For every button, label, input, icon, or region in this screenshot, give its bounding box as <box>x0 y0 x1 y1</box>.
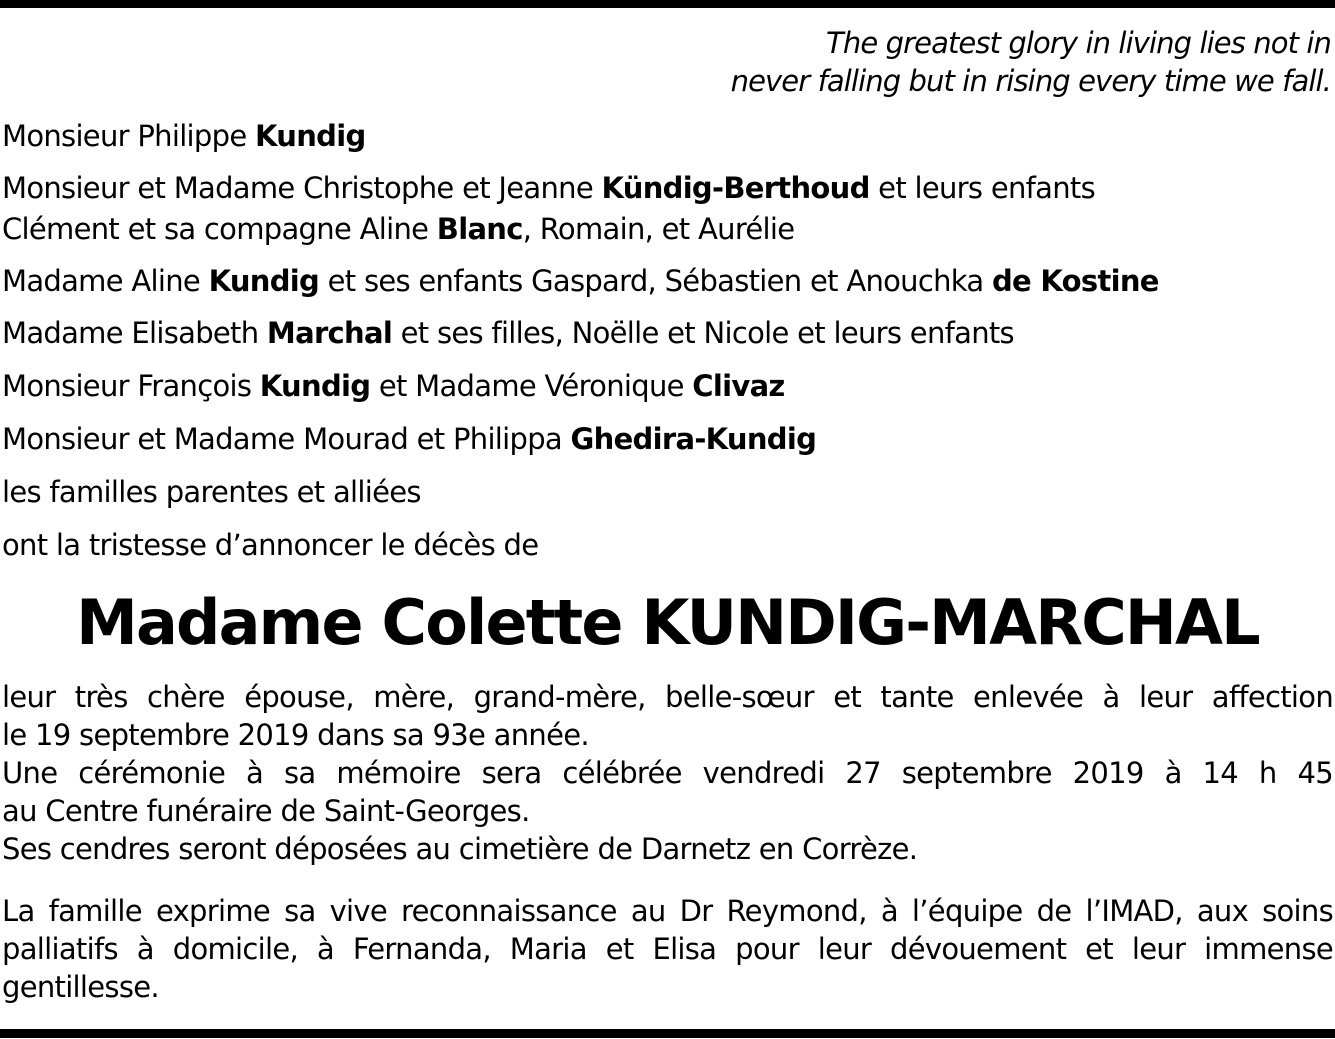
family-line-5 <box>2 314 1014 352</box>
details-line-5: Ses cendres seront déposées au cimetière de Darnetz en Corrèze. <box>2 832 918 866</box>
family-line-5-suffix: et ses filles, Noëlle et Nicole et leurs enfants <box>392 316 1014 350</box>
family-line-1-surname: Kundig <box>255 119 366 153</box>
thanks-line-3: gentillesse. <box>2 970 159 1004</box>
family-line-6-surname: Kundig <box>259 369 371 403</box>
top-border-rule <box>0 0 1335 8</box>
family-line-3 <box>2 210 794 248</box>
family-line-6-middle: et Madame Véronique <box>370 369 693 403</box>
family-line-8: les familles parentes et alliées <box>2 475 421 509</box>
thanks-paragraph <box>2 892 1333 1006</box>
family-line-4-text: Madame Aline <box>2 264 209 298</box>
deceased-name-headline: Madame Colette KUNDIG-MARCHAL <box>76 586 1259 659</box>
family-line-3-surname: Blanc <box>436 212 523 246</box>
epigraph-quote <box>731 24 1331 100</box>
family-line-7-surname: Ghedira-Kundig <box>570 422 817 456</box>
details-line-3: Une cérémonie à sa mémoire sera célébrée vendredi 27 septembre 2019 à 14 h 45 <box>2 756 1333 790</box>
quote-line-1: The greatest glory in living lies not in <box>826 26 1331 60</box>
details-line-2: le 19 septembre 2019 dans sa 93e année. <box>2 718 589 752</box>
bottom-border-rule <box>0 1029 1335 1038</box>
family-line-4-middle: et ses enfants Gaspard, Sébastien et Anouchka <box>319 264 992 298</box>
family-line-2 <box>2 169 1095 207</box>
details-paragraph <box>2 678 1333 868</box>
family-line-5-surname: Marchal <box>266 316 393 350</box>
family-line-6 <box>2 367 785 405</box>
quote-line-2: never falling but in rising every time we fall. <box>730 64 1331 98</box>
family-line-2-text: Monsieur et Madame Christophe et Jeanne <box>2 171 602 205</box>
family-line-3-suffix: , Romain, et Aurélie <box>522 212 795 246</box>
family-line-2-suffix: et leurs enfants <box>869 171 1095 205</box>
family-line-3-text: Clément et sa compagne Aline <box>2 212 437 246</box>
thanks-line-1: La famille exprime sa vive reconnaissance au Dr Reymond, à l’équipe de l’IMAD, aux soins <box>2 894 1333 928</box>
family-line-4-surname: Kundig <box>208 264 320 298</box>
family-line-1-text: Monsieur Philippe <box>2 119 255 153</box>
details-line-1: leur très chère épouse, mère, grand-mère, belle-sœur et tante enlevée à leur affection <box>2 680 1333 714</box>
announcement-line: ont la tristesse d’annoncer le décès de <box>2 528 539 562</box>
family-line-7 <box>2 420 816 458</box>
family-line-7-text: Monsieur et Madame Mourad et Philippa <box>2 422 571 456</box>
family-line-5-text: Madame Elisabeth <box>2 316 267 350</box>
family-line-6-text: Monsieur François <box>2 369 260 403</box>
family-line-6-surname-2: Clivaz <box>692 369 785 403</box>
thanks-line-2: palliatifs à domicile, à Fernanda, Maria et Elisa pour leur dévouement et leur immense <box>2 932 1333 966</box>
family-line-2-surname: Kündig-Berthoud <box>601 171 870 205</box>
family-line-4 <box>2 262 1159 300</box>
details-line-4: au Centre funéraire de Saint-Georges. <box>2 794 530 828</box>
family-line-1 <box>2 117 366 155</box>
family-line-4-surname-2: de Kostine <box>991 264 1159 298</box>
